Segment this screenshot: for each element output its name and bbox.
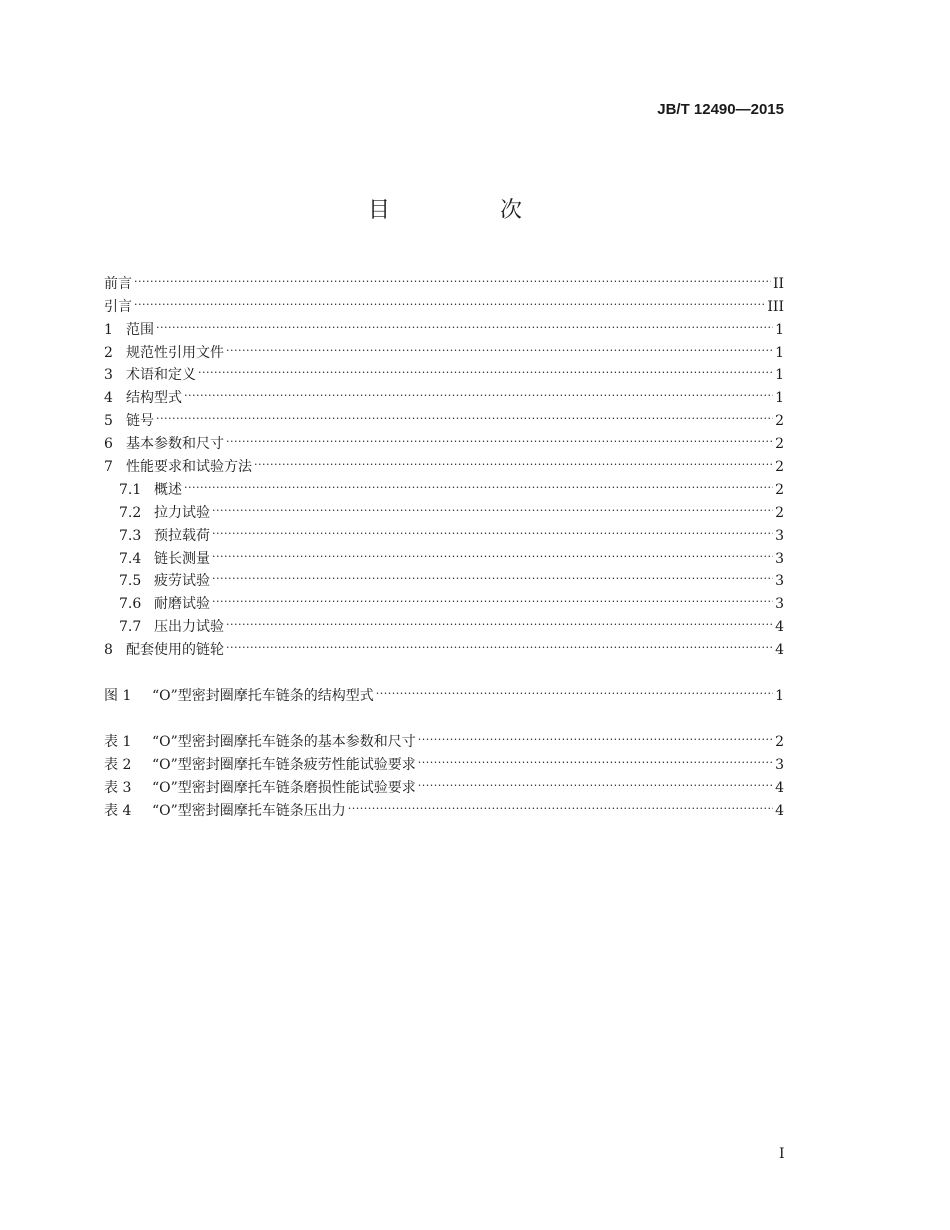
toc-entry-label: 疲劳试验	[154, 573, 210, 590]
toc-entry-page: 3	[775, 596, 784, 613]
toc-entry-label: 结构型式	[126, 390, 182, 407]
toc-entry-label: 耐磨试验	[154, 596, 210, 613]
toc-entry-label: 链号	[126, 413, 154, 430]
toc-table-page: 2	[775, 733, 784, 750]
toc-entry-6[interactable]	[104, 425, 784, 453]
toc-entry-label: 引言	[104, 298, 132, 315]
toc-table-1[interactable]	[104, 723, 784, 750]
dot-leader	[254, 448, 773, 471]
toc-table-page: 4	[775, 802, 784, 819]
toc-entry-page: 2	[775, 413, 784, 430]
toc-table-page: 4	[775, 779, 784, 796]
dot-leader	[212, 494, 773, 517]
dot-leader	[184, 471, 773, 494]
toc-entry-label: 术语和定义	[126, 367, 196, 384]
toc-entry-number: 7.6	[119, 596, 142, 613]
table-of-contents	[104, 265, 784, 819]
toc-table-label: “O”型密封圈摩托车链条的基本参数和尺寸	[152, 733, 416, 750]
toc-entry-label: 预拉载荷	[154, 527, 210, 544]
toc-entry-label: 范围	[126, 321, 154, 338]
dot-leader	[226, 608, 773, 631]
dot-leader	[226, 334, 773, 357]
toc-entry-number: 7.3	[119, 527, 142, 544]
toc-table-number: 表 4	[104, 802, 132, 819]
dot-leader	[212, 563, 773, 586]
dot-leader	[212, 540, 773, 563]
toc-entry-page: 2	[775, 481, 784, 498]
toc-entry-number: 7.2	[119, 504, 142, 521]
toc-entry-label: 配套使用的链轮	[126, 642, 224, 659]
toc-entry-page: 3	[775, 573, 784, 590]
dot-leader	[156, 402, 773, 425]
toc-figure-page: 1	[775, 688, 784, 705]
toc-entry-label: 基本参数和尺寸	[126, 436, 224, 453]
toc-entry-page: 1	[775, 344, 784, 361]
toc-figure-number: 图 1	[104, 688, 132, 705]
toc-table-label: “O”型密封圈摩托车链条磨损性能试验要求	[152, 779, 416, 796]
dot-leader	[212, 585, 773, 608]
dot-leader	[134, 265, 771, 288]
toc-entry-page: 3	[775, 550, 784, 567]
toc-entry-label: 拉力试验	[154, 504, 210, 521]
toc-figure-label: “O”型密封圈摩托车链条的结构型式	[152, 688, 374, 705]
toc-entry-number: 3	[104, 367, 113, 384]
dot-leader	[418, 723, 773, 746]
toc-entry-number: 1	[104, 321, 113, 338]
toc-entry-label: 压出力试验	[154, 619, 224, 636]
dot-leader	[418, 746, 773, 769]
toc-entry-7-1[interactable]	[104, 471, 784, 498]
toc-entry-page: 2	[775, 459, 784, 476]
toc-entry-foreword[interactable]	[104, 265, 784, 292]
dot-leader	[418, 769, 773, 792]
toc-table-number: 表 3	[104, 779, 132, 796]
dot-leader	[156, 311, 773, 334]
toc-entry-1[interactable]	[104, 311, 784, 338]
toc-entry-page: 3	[775, 527, 784, 544]
toc-entry-page: 4	[775, 619, 784, 636]
toc-table-page: 3	[775, 756, 784, 773]
dot-leader	[376, 677, 773, 700]
dot-leader	[226, 631, 773, 654]
toc-table-label: “O”型密封圈摩托车链条压出力	[152, 802, 346, 819]
toc-entry-page: 1	[775, 367, 784, 384]
toc-entry-3[interactable]	[104, 357, 784, 384]
toc-entry-page: III	[767, 298, 784, 315]
toc-entry-7-2[interactable]	[104, 494, 784, 521]
toc-entry-label: 前言	[104, 275, 132, 292]
toc-entry-number: 5	[104, 413, 113, 430]
toc-entry-5[interactable]	[104, 402, 784, 430]
toc-entry-number: 7.4	[119, 550, 142, 567]
page-number: I	[779, 1146, 785, 1162]
toc-entry-label: 规范性引用文件	[126, 344, 224, 361]
standard-code: JB/T 12490—2015	[657, 101, 784, 118]
toc-entry-page: 1	[775, 390, 784, 407]
toc-entry-label: 概述	[154, 481, 182, 498]
toc-entry-number: 4	[104, 390, 113, 407]
toc-table-number: 表 1	[104, 733, 132, 750]
toc-entry-introduction[interactable]	[104, 288, 784, 315]
toc-entry-4[interactable]	[104, 379, 784, 407]
dot-leader	[348, 792, 773, 815]
toc-entry-page: 2	[775, 504, 784, 521]
toc-entry-page: 1	[775, 321, 784, 338]
toc-entry-number: 7.1	[119, 481, 142, 498]
toc-entry-2[interactable]	[104, 334, 784, 361]
toc-figure-1[interactable]	[104, 677, 784, 705]
toc-table-number: 表 2	[104, 756, 132, 773]
dot-leader	[212, 517, 773, 540]
toc-entry-number: 6	[104, 436, 113, 453]
toc-entry-number: 7.5	[119, 573, 142, 590]
toc-entry-page: 2	[775, 436, 784, 453]
toc-entry-page: II	[772, 275, 784, 292]
toc-entry-page: 4	[775, 642, 784, 659]
toc-entry-number: 7.7	[119, 619, 142, 636]
dot-leader	[226, 425, 773, 448]
toc-entry-label: 链长测量	[154, 550, 210, 567]
page-title: 目 次	[367, 198, 566, 223]
toc-entry-number: 7	[104, 459, 113, 476]
toc-entry-number: 8	[104, 642, 113, 659]
dot-leader	[134, 288, 765, 311]
dot-leader	[198, 357, 773, 380]
dot-leader	[184, 379, 773, 402]
toc-table-label: “O”型密封圈摩托车链条疲劳性能试验要求	[152, 756, 416, 773]
toc-entry-number: 2	[104, 344, 113, 361]
toc-entry-label: 性能要求和试验方法	[126, 459, 252, 476]
